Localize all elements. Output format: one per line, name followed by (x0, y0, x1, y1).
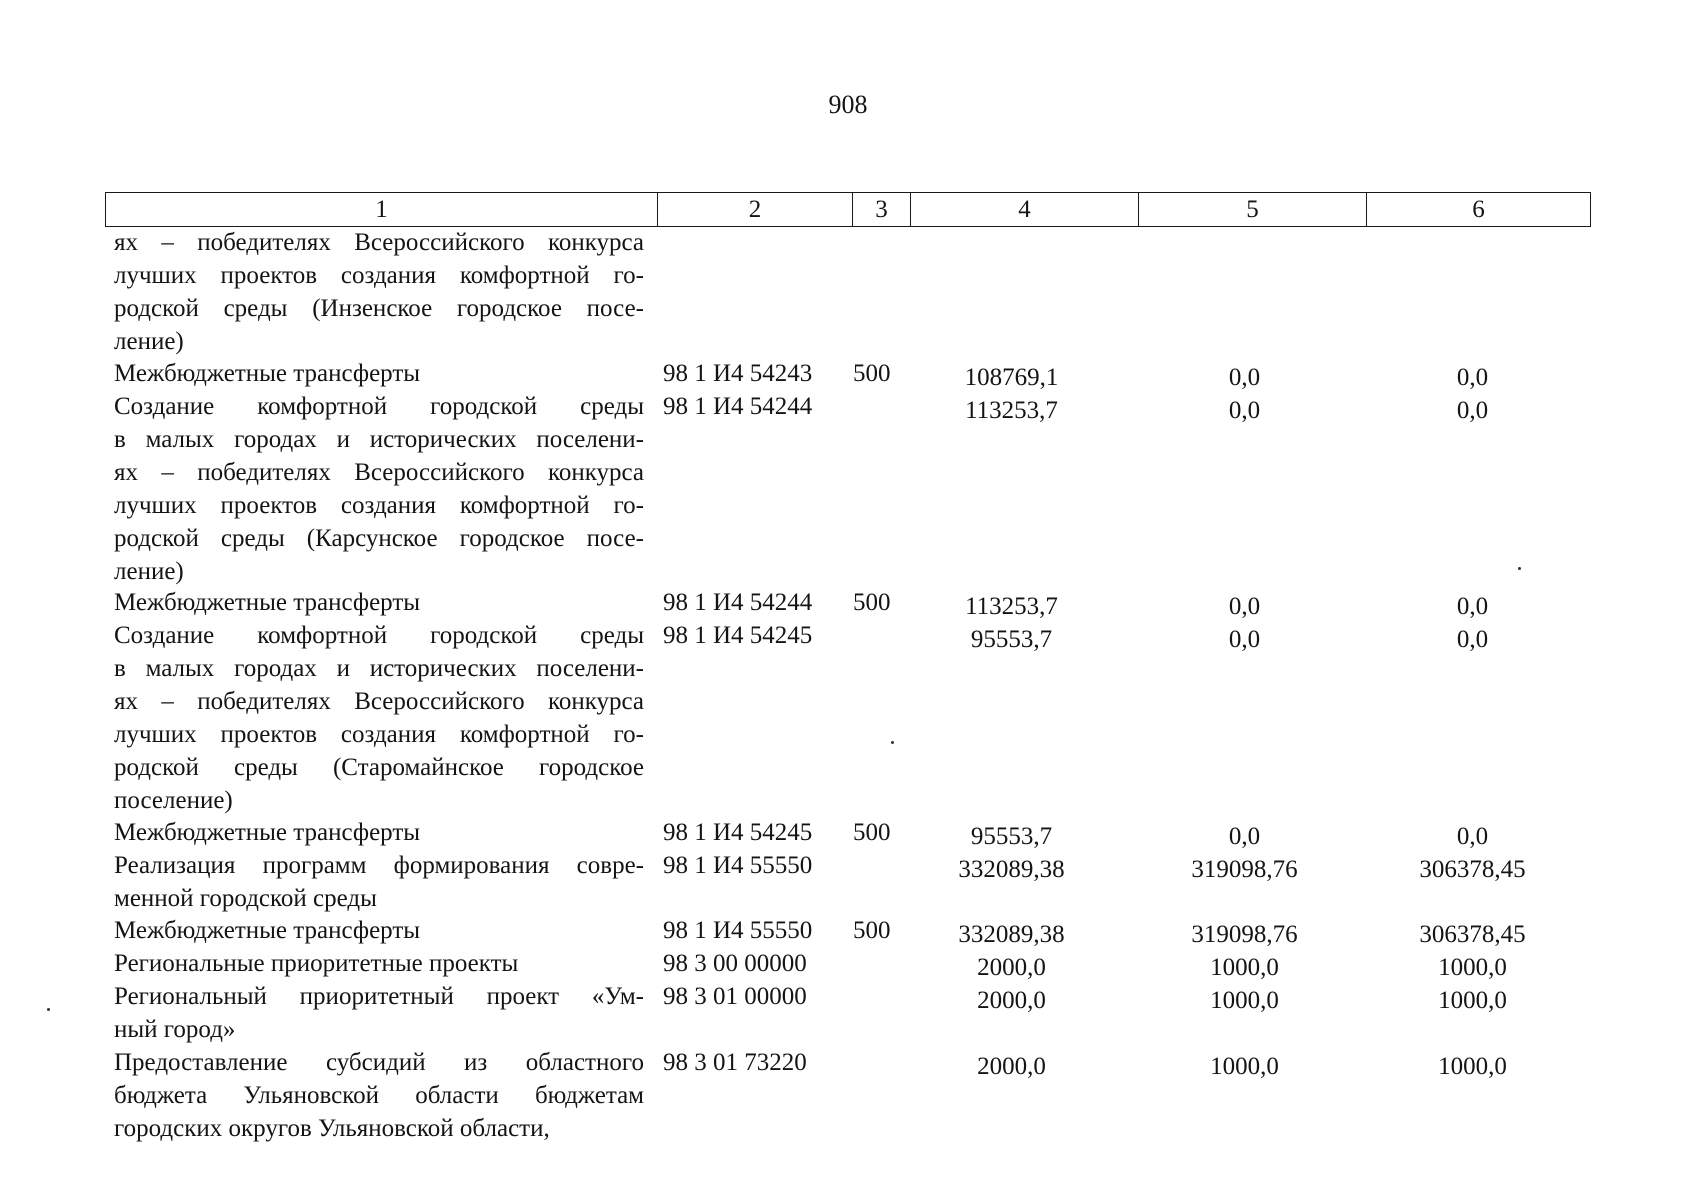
row-code: 98 1 И4 54244 (663, 589, 813, 616)
row-expense-type: 500 (853, 589, 891, 616)
description-line: лучших проектов создания комфортной го- (114, 721, 644, 748)
description-line: Межбюджетные трансферты (114, 589, 421, 616)
scan-speck (1518, 567, 1521, 570)
description-line: Предоставление субсидий из областного (114, 1049, 644, 1076)
row-value-4: 2000,0 (977, 1053, 1046, 1080)
description-line: Региональный приоритетный проект «Ум- (114, 983, 644, 1010)
row-description (114, 1046, 644, 1145)
description-line: ях – победителях Всероссийского конкурса (114, 688, 644, 715)
column-header-4: 4 (911, 193, 1139, 227)
row-value-4: 332089,38 (958, 921, 1065, 948)
row-description (114, 947, 644, 980)
row-code: 98 3 00 00000 (663, 950, 807, 977)
column-header-2: 2 (658, 193, 853, 227)
row-expense-type: 500 (853, 819, 891, 846)
description-line: в малых городах и исторических поселени- (114, 426, 644, 453)
row-value-5: 0,0 (1228, 626, 1261, 653)
scan-speck (891, 741, 894, 744)
row-code: 98 1 И4 55550 (663, 917, 813, 944)
description-line: лучших проектов создания комфортной го- (114, 492, 644, 519)
row-description (114, 980, 644, 1046)
description-line: Создание комфортной городской среды (114, 393, 644, 420)
description-line: в малых городах и исторических поселени- (114, 655, 644, 682)
description-line: ях – победителях Всероссийского конкурса (114, 459, 644, 486)
description-line: Региональные приоритетные проекты (114, 950, 519, 977)
description-line: ный город» (114, 1016, 236, 1043)
row-value-6: 0,0 (1456, 397, 1489, 424)
row-value-5: 0,0 (1228, 593, 1261, 620)
description-line: бюджета Ульяновской области бюджетам (114, 1082, 644, 1109)
row-expense-type: 500 (853, 360, 891, 387)
row-value-5: 0,0 (1228, 823, 1261, 850)
page-number: 908 (828, 90, 868, 119)
row-code: 98 3 01 73220 (663, 1049, 807, 1076)
row-value-6: 0,0 (1456, 593, 1489, 620)
row-description (114, 849, 644, 915)
row-code: 98 1 И4 54244 (663, 393, 813, 420)
scan-speck (47, 1008, 50, 1011)
row-code: 98 1 И4 55550 (663, 852, 813, 879)
column-header-6: 6 (1367, 193, 1591, 227)
row-code: 98 1 И4 54243 (663, 360, 813, 387)
column-header-1: 1 (106, 193, 658, 227)
row-value-6: 0,0 (1456, 823, 1489, 850)
row-value-6: 1000,0 (1438, 1053, 1507, 1080)
row-value-6: 0,0 (1456, 364, 1489, 391)
row-value-4: 2000,0 (977, 987, 1046, 1014)
row-value-6: 306378,45 (1419, 856, 1526, 883)
row-value-6: 306378,45 (1419, 921, 1526, 948)
description-line: Создание комфортной городской среды (114, 622, 644, 649)
description-line: ление) (114, 328, 184, 355)
row-value-6: 0,0 (1456, 626, 1489, 653)
row-value-5: 319098,76 (1191, 921, 1298, 948)
row-value-6: 1000,0 (1438, 987, 1507, 1014)
row-expense-type: 500 (853, 917, 891, 944)
row-value-6: 1000,0 (1438, 954, 1507, 981)
description-line: Межбюджетные трансферты (114, 917, 421, 944)
row-description (114, 390, 644, 588)
row-code: 98 1 И4 54245 (663, 819, 813, 846)
row-value-5: 319098,76 (1191, 856, 1298, 883)
row-value-5: 1000,0 (1210, 1053, 1279, 1080)
description-line: городских округов Ульяновской области, (114, 1115, 550, 1142)
description-line: ях – победителях Всероссийского конкурса (114, 229, 644, 256)
row-value-5: 0,0 (1228, 397, 1261, 424)
description-line: менной городской среды (114, 885, 377, 912)
description-line: поселение) (114, 787, 233, 814)
row-value-4: 113253,7 (965, 593, 1058, 620)
row-description (114, 816, 644, 849)
row-description (114, 586, 644, 619)
row-value-5: 0,0 (1228, 364, 1261, 391)
description-line: родской среды (Карсунское городское посе- (114, 525, 644, 552)
row-description (114, 357, 644, 390)
description-line: ление) (114, 558, 184, 585)
description-line: родской среды (Инзенское городское посе- (114, 295, 644, 322)
description-line: Межбюджетные трансферты (114, 819, 421, 846)
row-value-4: 2000,0 (977, 954, 1046, 981)
row-value-5: 1000,0 (1210, 954, 1279, 981)
row-value-4: 113253,7 (965, 397, 1058, 424)
column-header-3: 3 (853, 193, 911, 227)
description-line: родской среды (Старомайнское городское (114, 754, 644, 781)
description-line: лучших проектов создания комфортной го- (114, 262, 644, 289)
column-header-5: 5 (1139, 193, 1367, 227)
row-description (114, 619, 644, 817)
row-value-4: 95553,7 (970, 626, 1053, 653)
row-code: 98 3 01 00000 (663, 983, 807, 1010)
description-line: Реализация программ формирования совре- (114, 852, 644, 879)
row-value-4: 332089,38 (958, 856, 1065, 883)
row-description (114, 226, 644, 358)
row-description (114, 914, 644, 947)
row-value-4: 108769,1 (964, 364, 1059, 391)
row-value-4: 95553,7 (970, 823, 1053, 850)
row-code: 98 1 И4 54245 (663, 622, 813, 649)
row-value-5: 1000,0 (1210, 987, 1279, 1014)
description-line: Межбюджетные трансферты (114, 360, 421, 387)
